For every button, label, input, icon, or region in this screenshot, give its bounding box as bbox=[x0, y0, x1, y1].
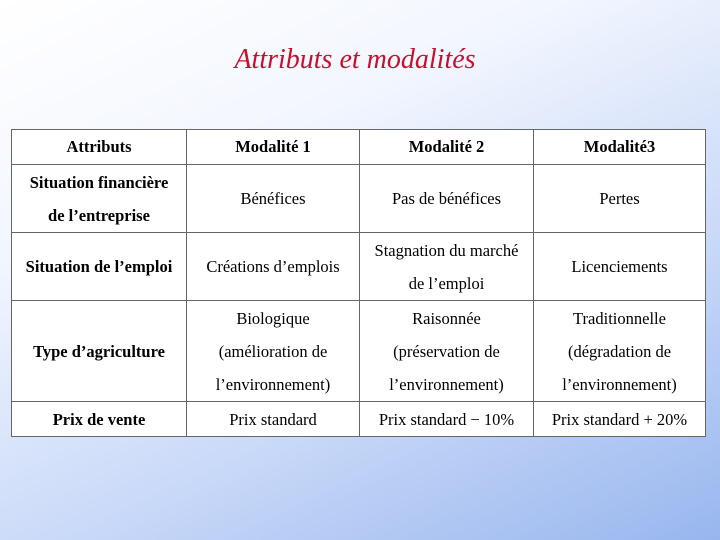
header-modalite-1: Modalité 1 bbox=[187, 130, 360, 165]
cell-modalite-1: Biologique (amélioration de l’environnement) bbox=[187, 301, 360, 402]
cell-modalite-1: Prix standard bbox=[187, 402, 360, 437]
attribute-situation-financiere: Situation financière de l’entreprise bbox=[12, 165, 187, 233]
header-modalite-3: Modalité3 bbox=[534, 130, 706, 165]
cell-modalite-2: Prix standard − 10% bbox=[360, 402, 534, 437]
table-row bbox=[12, 402, 706, 437]
cell-modalite-2: Pas de bénéfices bbox=[360, 165, 534, 233]
cell-modalite-2: Stagnation du marché de l’emploi bbox=[360, 233, 534, 301]
header-modalite-2: Modalité 2 bbox=[360, 130, 534, 165]
table-header-row bbox=[12, 130, 706, 165]
attributes-table bbox=[11, 129, 706, 437]
cell-modalite-3: Pertes bbox=[534, 165, 706, 233]
attribute-situation-emploi: Situation de l’emploi bbox=[12, 233, 187, 301]
table-row bbox=[12, 301, 706, 402]
table-row bbox=[12, 233, 706, 301]
attribute-type-agriculture: Type d’agriculture bbox=[12, 301, 187, 402]
cell-modalite-3: Traditionnelle (dégradation de l’environnement) bbox=[534, 301, 706, 402]
cell-modalite-2: Raisonnée (préservation de l’environnement) bbox=[360, 301, 534, 402]
header-attributs: Attributs bbox=[12, 130, 187, 165]
cell-modalite-3: Prix standard + 20% bbox=[534, 402, 706, 437]
cell-modalite-1: Créations d’emplois bbox=[187, 233, 360, 301]
slide-title: Attributs et modalités bbox=[234, 44, 476, 75]
attribute-prix-vente: Prix de vente bbox=[12, 402, 187, 437]
cell-modalite-1: Bénéfices bbox=[187, 165, 360, 233]
cell-modalite-3: Licenciements bbox=[534, 233, 706, 301]
table-row bbox=[12, 165, 706, 233]
